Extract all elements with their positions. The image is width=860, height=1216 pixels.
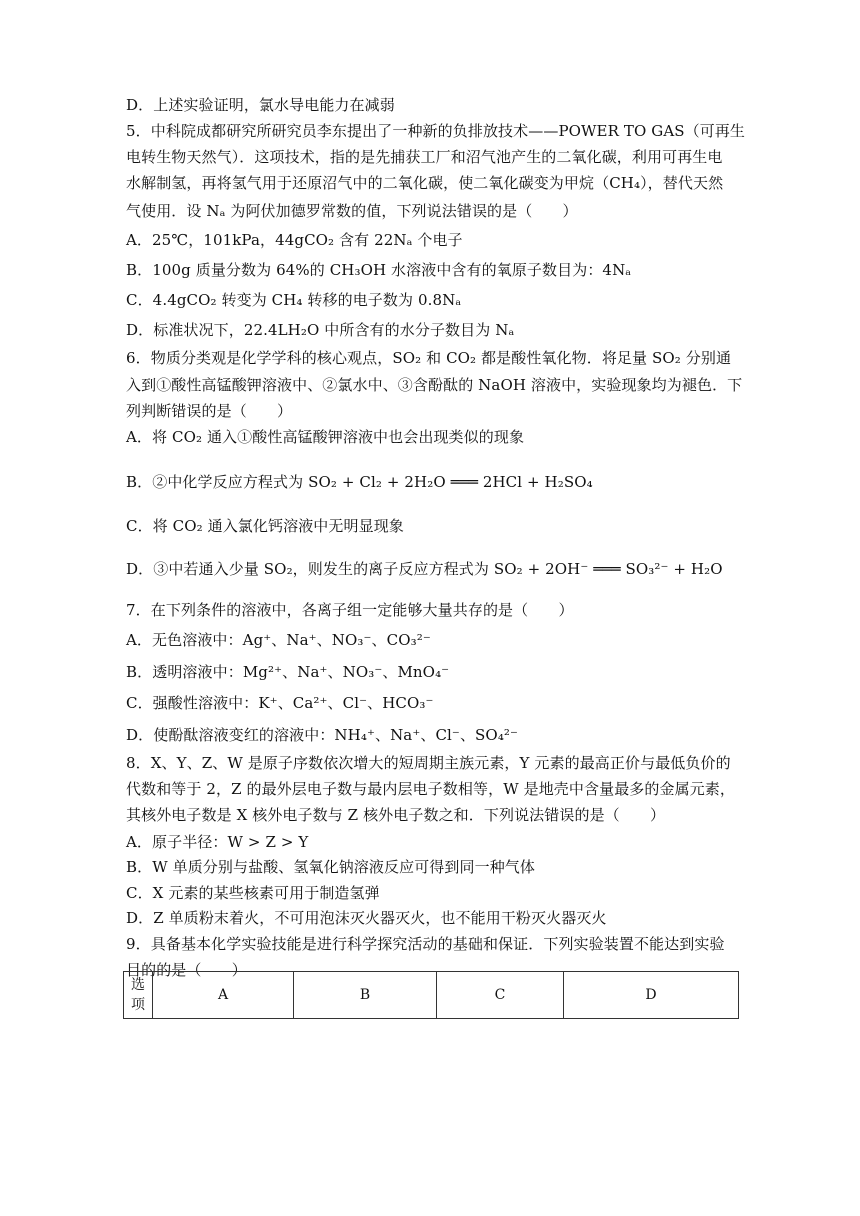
text-line: D．标准状况下，22.4LH₂O 中所含有的水分子数目为 Nₐ <box>126 321 515 339</box>
text-line: C．将 CO₂ 通入氯化钙溶液中无明显现象 <box>126 517 404 535</box>
text-line: D．Z 单质粉末着火，不可用泡沫灭火器灭火，也不能用干粉灭火器灭火 <box>126 909 607 927</box>
text-line: 目的的是（ ） <box>126 961 247 979</box>
options-table <box>123 971 739 1019</box>
text-line: D．上述实验证明，氯水导电能力在减弱 <box>126 96 395 114</box>
text-line: 代数和等于 2，Z 的最外层电子数与最内层电子数相等，W 是地壳中含量最多的金属元素， <box>126 780 735 798</box>
text-line: 9．具备基本化学实验技能是进行科学探究活动的基础和保证．下列实验装置不能达到实验 <box>126 935 725 953</box>
text-line: A．将 CO₂ 通入①酸性高锰酸钾溶液中也会出现类似的现象 <box>126 428 525 446</box>
text-line: 7．在下列条件的溶液中，各离子组一定能够大量共存的是（ ） <box>126 601 574 619</box>
text-line: 气使用．设 Nₐ 为阿伏加德罗常数的值，下列说法错误的是（ ） <box>126 202 578 220</box>
text-line: C．4.4gCO₂ 转变为 CH₄ 转移的电子数为 0.8Nₐ <box>126 291 462 309</box>
text-line: B．W 单质分别与盐酸、氢氧化钠溶液反应可得到同一种气体 <box>126 858 536 876</box>
text-line: C．X 元素的某些核素可用于制造氢弹 <box>126 884 380 902</box>
text-line: D．使酚酞溶液变红的溶液中：NH₄⁺、Na⁺、Cl⁻、SO₄²⁻ <box>126 726 519 744</box>
table-row <box>124 972 739 1019</box>
table-header-cell: 选项 <box>124 972 153 1019</box>
text-line: 其核外电子数是 X 核外电子数与 Z 核外电子数之和．下列说法错误的是（ ） <box>126 806 666 824</box>
text-line: A．无色溶液中：Ag⁺、Na⁺、NO₃⁻、CO₃²⁻ <box>126 631 431 649</box>
table-header-cell: D <box>564 972 739 1019</box>
text-line: A．原子半径：W > Z > Y <box>126 833 309 851</box>
text-line: A．25℃，101kPa，44gCO₂ 含有 22Nₐ 个电子 <box>126 231 463 249</box>
text-line: 电转生物天然气）．这项技术，指的是先捕获工厂和沼气池产生的二氧化碳，利用可再生电 <box>126 148 723 166</box>
text-line: 列判断错误的是（ ） <box>126 402 293 420</box>
text-line: B．100g 质量分数为 64%的 CH₃OH 水溶液中含有的氧原子数目为：4Nₐ <box>126 261 632 279</box>
text-line: C．强酸性溶液中：K⁺、Ca²⁺、Cl⁻、HCO₃⁻ <box>126 694 434 712</box>
text-line: 8．X、Y、Z、W 是原子序数依次增大的短周期主族元素，Y 元素的最高正价与最低负价的 <box>126 754 731 772</box>
text-line: 6．物质分类观是化学学科的核心观点，SO₂ 和 CO₂ 都是酸性氧化物．将足量 SO₂ 分别通 <box>126 349 732 367</box>
text-line: B．透明溶液中：Mg²⁺、Na⁺、NO₃⁻、MnO₄⁻ <box>126 663 450 681</box>
table-header-cell: C <box>437 972 564 1019</box>
text-line: 水解制氢，再将氢气用于还原沼气中的二氧化碳，使二氧化碳变为甲烷（CH₄），替代天然 <box>126 174 724 192</box>
text-line: D．③中若通入少量 SO₂，则发生的离子反应方程式为 SO₂ + 2OH⁻ ═══ SO₃²⁻ + H₂O <box>126 560 723 578</box>
table-header-cell: B <box>294 972 437 1019</box>
text-line: 5．中科院成都研究所研究员李东提出了一种新的负排放技术——POWER TO GAS（可再生 <box>126 122 746 140</box>
text-line: 入到①酸性高锰酸钾溶液中、②氯水中、③含酚酞的 NaOH 溶液中，实验现象均为褪色．下 <box>126 376 743 394</box>
table-header-cell: A <box>153 972 294 1019</box>
text-line: B．②中化学反应方程式为 SO₂ + Cl₂ + 2H₂O ═══ 2HCl + H₂SO₄ <box>126 473 593 491</box>
